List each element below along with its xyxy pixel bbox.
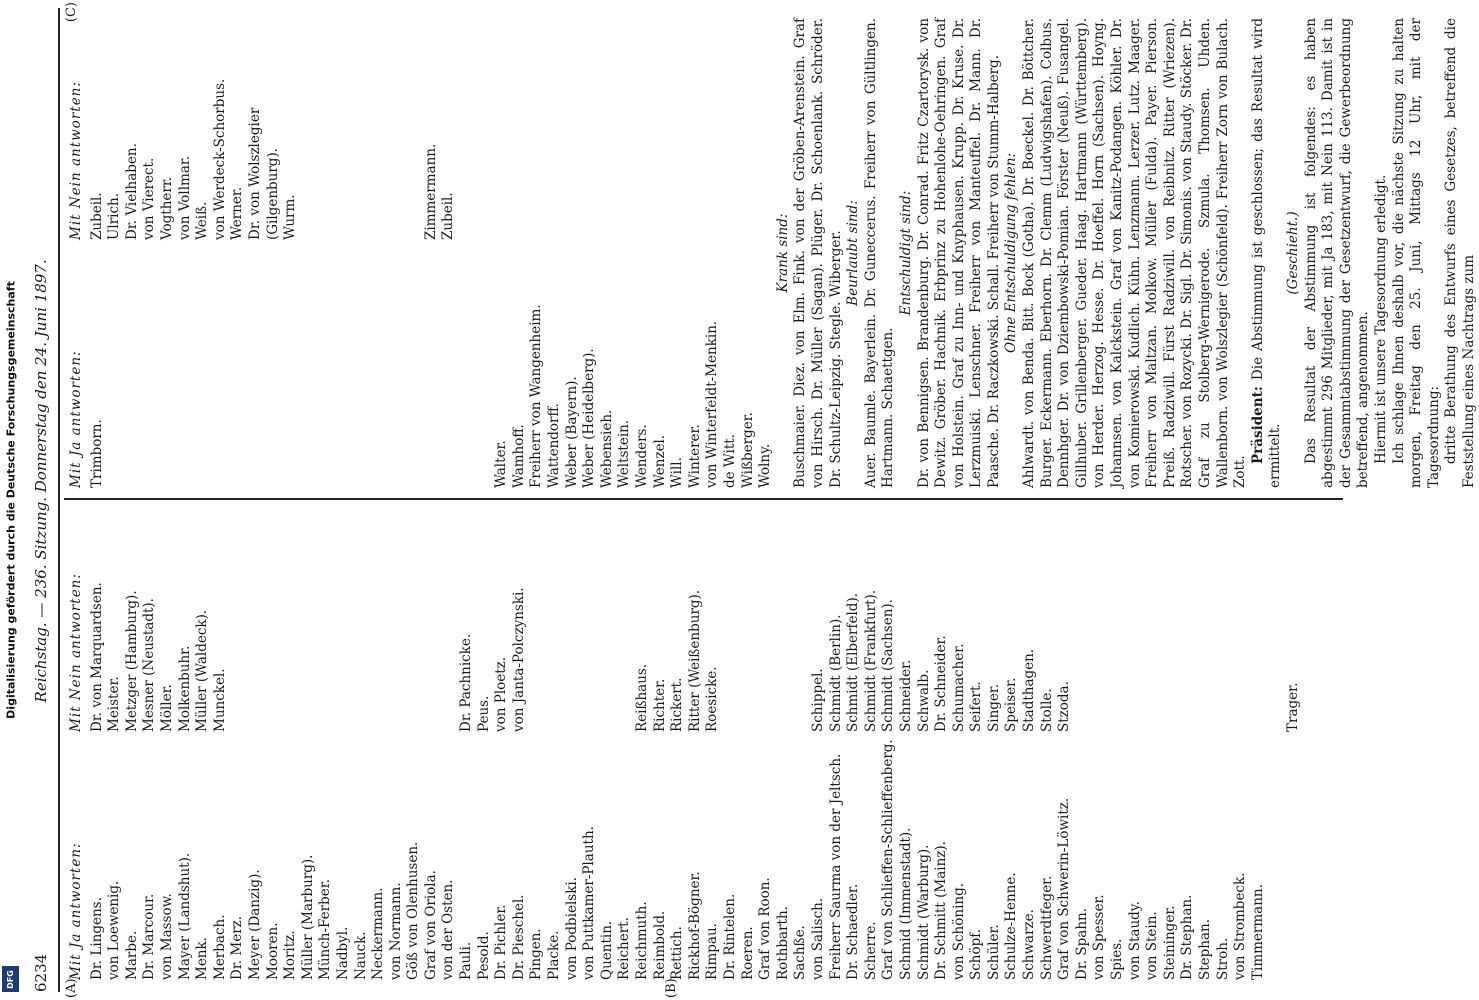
- margin-marker-b: (B): [664, 978, 679, 998]
- president-statement: [1250, 18, 1285, 488]
- member-name: Peus.: [475, 695, 492, 732]
- member-name: Quentin.: [598, 920, 615, 980]
- member-name: [757, 512, 775, 732]
- member-name: Roesicke.: [704, 666, 721, 732]
- member-name: [528, 512, 546, 732]
- member-name: Dr. Spahn.: [1073, 908, 1090, 980]
- member-name: Meyer (Danzig).: [246, 869, 263, 980]
- member-name: [106, 248, 124, 488]
- member-name: [212, 248, 230, 488]
- left-nein-list: [89, 512, 1303, 732]
- member-name: von Werdeck-Schorbus.: [211, 78, 228, 240]
- member-name: [335, 512, 353, 732]
- member-name: Dr. Stephan.: [1179, 894, 1196, 980]
- right-nein-list: [89, 20, 458, 240]
- member-name: [141, 248, 159, 488]
- member-name: Winterer.: [686, 424, 703, 488]
- member-name: Speiser.: [1003, 677, 1020, 732]
- member-name: Trimborn.: [88, 419, 105, 488]
- member-name: [405, 20, 423, 240]
- member-name: [265, 512, 283, 732]
- member-name: Zubeil.: [88, 192, 105, 240]
- member-name: von Winterfeldt-Menkin.: [704, 320, 721, 488]
- member-name: Schumacher.: [950, 643, 967, 732]
- member-name: Dr. Schaedler.: [845, 883, 862, 980]
- erledigt-paragraph: Hiermit ist unsere Tagesordnung erledigt.: [1372, 174, 1389, 464]
- member-name: Dr. Pichler.: [493, 904, 510, 980]
- beurlaubt-heading: Beurlaubt sind:: [845, 200, 862, 306]
- member-name: Spies.: [1109, 938, 1126, 980]
- member-name: [335, 248, 353, 488]
- member-name: [300, 512, 318, 732]
- member-name: Seifert.: [968, 681, 985, 732]
- column-divider: [64, 498, 1343, 500]
- member-name: Zimmermann.: [422, 143, 439, 240]
- member-name: Münch-Ferber.: [317, 879, 334, 980]
- member-name: [722, 512, 740, 732]
- member-name: [177, 248, 195, 488]
- member-name: [300, 248, 318, 488]
- member-name: Wenders.: [634, 424, 650, 488]
- president-text: Die Abstimmung ist geschlossen; das Resultat wird ermittelt.: [1249, 18, 1284, 488]
- member-name: Reichert.: [616, 917, 633, 980]
- member-name: Schwarze.: [1021, 909, 1038, 980]
- member-name: [353, 512, 371, 732]
- margin-marker-a: (A): [64, 978, 79, 998]
- entschuldigt-heading: Entschuldigt sind:: [897, 190, 914, 316]
- member-name: Placke.: [546, 930, 563, 980]
- member-name: Rimpau.: [704, 923, 721, 980]
- member-name: [388, 248, 406, 488]
- right-ja-list: [89, 248, 775, 488]
- member-name: Graf von Roon.: [757, 877, 774, 980]
- member-name: Schneider.: [897, 659, 914, 732]
- member-name: Will.: [669, 457, 686, 488]
- member-name: [1162, 512, 1180, 732]
- member-name: Schmidt (Elberfeld).: [845, 592, 862, 732]
- member-name: [353, 248, 371, 488]
- member-name: von Podbielski.: [563, 876, 580, 980]
- member-name: Zubeil.: [440, 192, 457, 240]
- left-ja-heading: Mit Ja antworten:: [68, 842, 84, 980]
- member-name: Müller (Waldeck).: [194, 609, 211, 732]
- member-name: [124, 248, 142, 488]
- next-session-paragraph: Ich schlage Ihnen deshalb vor, die nächste Sitzung zu halten morgen, Freitag den 25. Juni, Mittags 12 Uhr, mit der Tagesordnung:: [1390, 18, 1442, 488]
- member-name: Roeren.: [739, 926, 756, 980]
- member-name: Steininger.: [1161, 905, 1178, 980]
- member-name: [1250, 512, 1268, 732]
- member-name: von Vollmar.: [176, 155, 193, 240]
- page-title: Reichstag. — 236. Sitzung. Donnerstag den 24. Juni 1897.: [32, 259, 50, 703]
- member-name: Wamhoff.: [510, 424, 527, 488]
- member-name: Weber (Bayern).: [563, 376, 580, 488]
- member-name: Schmidt (Sachsen).: [880, 599, 897, 732]
- krank-list: Buschmaier. Diez. von Elm. Fink. von der Gröben-Arenstein. Graf von Hirsch. Dr. Müller (Sagan). Plüger. Dr. Schoenlank. Schröder. Dr. Schultz-Leipzig. Stegle. Wiberger.: [792, 18, 844, 488]
- member-name: Schmid (Immenstadt).: [897, 827, 914, 980]
- member-name: Stadthagen.: [1021, 648, 1038, 732]
- member-name: [370, 248, 388, 488]
- member-name: Schmidt (Frankfurt).: [862, 589, 879, 732]
- member-name: Timmermann.: [1249, 884, 1266, 980]
- member-name: [194, 248, 212, 488]
- member-name: Reimbold.: [651, 910, 668, 980]
- member-name: Rickert.: [669, 677, 686, 732]
- member-name: Mesner (Neustadt).: [141, 598, 158, 732]
- member-name: [1074, 512, 1092, 732]
- member-name: Dr. Pachnicke.: [458, 633, 475, 732]
- member-name: Stolle.: [1038, 688, 1055, 732]
- member-name: Dr. Pieschel.: [510, 894, 527, 980]
- member-name: Trager.: [1284, 682, 1301, 732]
- member-name: Graf von Schlieffen-Schlieffenberg.: [880, 739, 897, 980]
- member-name: Mayer (Landshut).: [176, 852, 193, 980]
- member-name: [1091, 512, 1109, 732]
- member-name: von Vierect.: [141, 157, 158, 240]
- ohne-entschuldigung-heading: Ohne Entschuldigung fehlen:: [1003, 152, 1020, 354]
- member-name: Reißhaus.: [634, 663, 650, 732]
- member-name: [265, 248, 283, 488]
- member-name: [282, 248, 300, 488]
- member-name: Möller.: [158, 684, 175, 732]
- digitization-note: Digitalisierung gefördert durch die Deutsche Forschungsgemeinschaft: [4, 281, 18, 719]
- member-name: Freiherr von Wangenheim.: [528, 304, 545, 488]
- result-paragraph: Das Resultat der Abstimmung ist folgendes: es haben abgestimmt 296 Mitglieder, mit Ja 183, mit Nein 113. Damit ist in der Gesammtabstimmung der Gesetzentwurf, die Gewerbeordnung betreffend, angenommen.: [1302, 18, 1372, 488]
- member-name: [229, 248, 247, 488]
- member-name: von Loewenig.: [106, 880, 123, 980]
- member-name: Dr. von Marquardsen.: [88, 582, 105, 732]
- member-name: Schwerdtfeger.: [1038, 875, 1055, 980]
- member-name: Stroh.: [1214, 937, 1231, 980]
- member-name: [599, 512, 617, 732]
- member-name: [1109, 512, 1127, 732]
- right-ja-heading: Mit Ja antworten:: [68, 350, 84, 488]
- member-name: Schippel.: [809, 668, 826, 732]
- member-name: Meister.: [106, 676, 123, 732]
- member-name: [388, 20, 406, 240]
- member-name: [300, 20, 318, 240]
- member-name: Stzoda.: [1056, 681, 1073, 732]
- member-name: von Strombeck.: [1232, 872, 1249, 980]
- document-page: [24, 0, 1477, 1000]
- margin-marker-c: (C): [64, 2, 79, 23]
- left-ja-list: [89, 740, 1268, 980]
- member-name: Singer.: [985, 683, 1002, 732]
- member-name: Dr. Schmitt (Mainz).: [933, 841, 950, 980]
- member-name: [282, 512, 300, 732]
- member-name: Schwalb.: [915, 669, 932, 732]
- member-name: [229, 512, 247, 732]
- member-name: von der Osten.: [440, 879, 457, 980]
- member-name: [564, 512, 582, 732]
- right-nein-heading: Mit Nein antworten:: [68, 81, 84, 240]
- member-name: [317, 20, 335, 240]
- member-name: Graf von Schwerin-Löwitz.: [1056, 797, 1073, 980]
- president-label: Präsident:: [1249, 386, 1266, 464]
- member-name: Freiherr Saurma von der Jeltsch.: [827, 753, 844, 980]
- member-name: [388, 512, 406, 732]
- member-name: Rickhof-Bögner.: [686, 871, 703, 980]
- member-name: [1144, 512, 1162, 732]
- member-name: [335, 20, 353, 240]
- right-column: [66, 18, 1479, 488]
- member-name: [440, 512, 458, 732]
- member-name: [1127, 512, 1145, 732]
- member-name: [440, 248, 458, 488]
- member-name: [370, 512, 388, 732]
- member-name: Dr. Lingens.: [88, 897, 105, 980]
- krank-heading: Krank sind:: [774, 213, 791, 293]
- member-name: Walter.: [493, 440, 510, 488]
- member-name: Dr. Marcour.: [141, 893, 158, 980]
- member-name: von Janta-Polczynski.: [510, 587, 527, 732]
- member-name: Ulrich.: [106, 192, 123, 240]
- member-name: [546, 512, 564, 732]
- member-name: Sachße.: [792, 925, 809, 980]
- member-name: [1267, 512, 1285, 732]
- member-name: von Puttkamer-Plauth.: [581, 826, 598, 980]
- member-name: [1197, 512, 1215, 732]
- member-name: [616, 512, 634, 732]
- member-name: Scherre.: [862, 921, 879, 980]
- left-column: [66, 510, 1303, 980]
- member-name: Neckermann.: [370, 887, 387, 980]
- member-name: [581, 512, 599, 732]
- member-name: Schöpf.: [968, 928, 985, 980]
- member-name: von Staudy.: [1126, 901, 1143, 980]
- entschuldigt-list: Dr. von Bennigsen. Brandenburg. Dr. Conrad. Fritz Czartorysk. von Dewitz. Gröber. Hachnik. Erbprinz zu Hohenlohe-Oehringen. Graf von Holstein. Graf zu Inn- und Knyphausen. Krupp. Dr. Kruse. Dr. Lerzmuiski. Lenschner. Freiherr von Manteuffel. Dr. Mann. Dr. Paasche. Dr. Raczkowski. Schall. Freiherr von Stumm-Halberg.: [915, 18, 1002, 488]
- member-name: [1215, 512, 1233, 732]
- member-name: [1232, 512, 1250, 732]
- member-name: Metzger (Hamburg).: [123, 590, 140, 732]
- member-name: Nadbyl.: [334, 926, 351, 980]
- member-name: Schmidt (Warburg).: [915, 844, 932, 980]
- member-name: [423, 248, 441, 488]
- member-name: Graf von Oriola.: [422, 870, 439, 980]
- member-name: [405, 512, 423, 732]
- page-number: 6234: [32, 953, 50, 992]
- member-name: [458, 248, 476, 488]
- member-name: Stephan.: [1197, 918, 1213, 980]
- member-name: von Normann.: [387, 882, 404, 980]
- member-name: von Stein.: [1144, 911, 1161, 980]
- member-name: [476, 248, 494, 488]
- member-name: von Spesser.: [1091, 894, 1108, 980]
- member-name: Schüler.: [985, 924, 1002, 980]
- ohne-entschuldigung-list: Ahlwardt. von Benda. Bitt. Bock (Gotha). Dr. Boeckel. Dr. Böttcher. Burger. Eckermann. Eberhorn. Dr. Clemm (Ludwigshafen). Colbus. Dennhger. Dr. von Dziembowski-Pomian. Förster (Neuß). Fusangel. Gillhuber. Grillenberger. Gueder. Haag. Hartmann (Württemberg). von Herder. Herzog. Hesse. Dr. Hoeffel. Horn (Sachsen). Hoyng. Johannsen. von Kalckstein. Graf von Kanitz-Podangen. Köhler. Dr. von Komierowski. Kudlich. Kühn. Lenzmann. Lerzer. Lutz. Maager. Freiherr von Maltzan. Molkow. Müller (Fulda). Payer. Pierson. Preiß. Radziwill. Fürst Radziwill. von Reibnitz. Ritter (Wriezen). Rotscher. von Rozycki. Dr. Sigl. Dr. Simonis. von Staudy. Stöcker. Dr. Graf zu Stolberg-Wernigerode. Szmula. Thomsen. Uhden. Wallenborn. von Wolszlegier (Schönfeld). Freiherr Zorn von Bulach. Zott.: [1021, 18, 1249, 488]
- member-name: Menk.: [194, 937, 211, 980]
- header-rule: [58, 8, 60, 992]
- member-name: Dr. Vielhaben.: [123, 143, 140, 240]
- member-name: Weiß.: [194, 201, 211, 240]
- member-name: Pauli.: [458, 941, 475, 980]
- member-name: Dr. Rintelen.: [721, 893, 738, 980]
- member-name: [405, 248, 423, 488]
- member-name: [423, 512, 441, 732]
- member-name: von Massow.: [158, 893, 175, 980]
- page-header: [32, 8, 54, 992]
- member-name: [370, 20, 388, 240]
- member-name: Richter.: [651, 678, 668, 732]
- member-name: Merbach.: [211, 914, 228, 980]
- left-nein-heading: Mit Nein antworten:: [68, 573, 84, 732]
- member-name: Marbe.: [123, 930, 140, 980]
- beurlaubt-list: Auer. Baumle. Bayerlein. Dr. Guneccerus. Freiherr von Gültlingen. Hartmann. Schaettgen.: [862, 18, 897, 488]
- member-name: Nauck.: [352, 931, 369, 980]
- member-name: [317, 248, 335, 488]
- member-name: Munckel.: [211, 668, 228, 732]
- member-name: Göß von Olenhusen.: [405, 841, 422, 980]
- member-name: [1179, 512, 1197, 732]
- member-name: [159, 248, 177, 488]
- member-name: [247, 248, 265, 488]
- member-name: Wurm.: [282, 194, 299, 240]
- member-name: Rettich.: [669, 926, 686, 980]
- member-name: von Salisch.: [809, 897, 826, 980]
- member-name: de Witt.: [721, 433, 738, 488]
- member-name: Dr. Schneider.: [933, 635, 950, 732]
- member-name: Pingen.: [528, 928, 545, 980]
- member-name: Rothbarth.: [774, 906, 791, 980]
- member-name: [247, 512, 265, 732]
- member-name: Pesold.: [475, 931, 492, 980]
- geschieht-note: (Geschieht.): [1284, 211, 1301, 295]
- member-name: Wolny.: [757, 443, 774, 488]
- member-name: von Schöning.: [950, 882, 967, 980]
- member-name: Mooren.: [264, 922, 281, 980]
- member-name: Wißberger.: [739, 412, 756, 488]
- member-name: Schmidt (Berlin).: [827, 614, 844, 732]
- agenda-paragraph: dritte Berathung des Entwurfs eines Gesetzes, betreffend die Feststellung eines Nachtrags zum: [1443, 18, 1477, 488]
- member-name: Wattendorff.: [546, 403, 563, 488]
- member-name: Weltstein.: [616, 419, 633, 488]
- member-name: Weber (Heidelberg).: [581, 348, 598, 488]
- digitization-sidebar: [0, 0, 22, 1000]
- member-name: Vogtherr.: [158, 176, 175, 240]
- member-name: [353, 20, 371, 240]
- member-name: [740, 512, 758, 732]
- member-name: [792, 512, 810, 732]
- member-name: Dr. Merz.: [229, 915, 246, 980]
- member-name: Molkenbuhr.: [176, 645, 193, 732]
- member-name: von Ploetz.: [493, 656, 510, 732]
- member-name: (Gilgenburg).: [264, 147, 281, 240]
- member-name: Werner.: [229, 186, 246, 240]
- member-name: Wenzel.: [651, 434, 668, 488]
- dfg-logo: DFG: [2, 966, 19, 992]
- member-name: Ritter (Weißenburg).: [686, 589, 703, 732]
- member-name: Dr. von Wolszlegier: [246, 107, 263, 240]
- member-name: [317, 512, 335, 732]
- member-name: Müller (Marburg).: [299, 854, 316, 980]
- member-name: Schulze-Henne.: [1003, 872, 1020, 980]
- member-name: Moritz.: [282, 930, 299, 980]
- member-name: Webensieh.: [598, 409, 615, 488]
- member-name: Reichmuth.: [634, 901, 650, 980]
- member-name: [775, 512, 793, 732]
